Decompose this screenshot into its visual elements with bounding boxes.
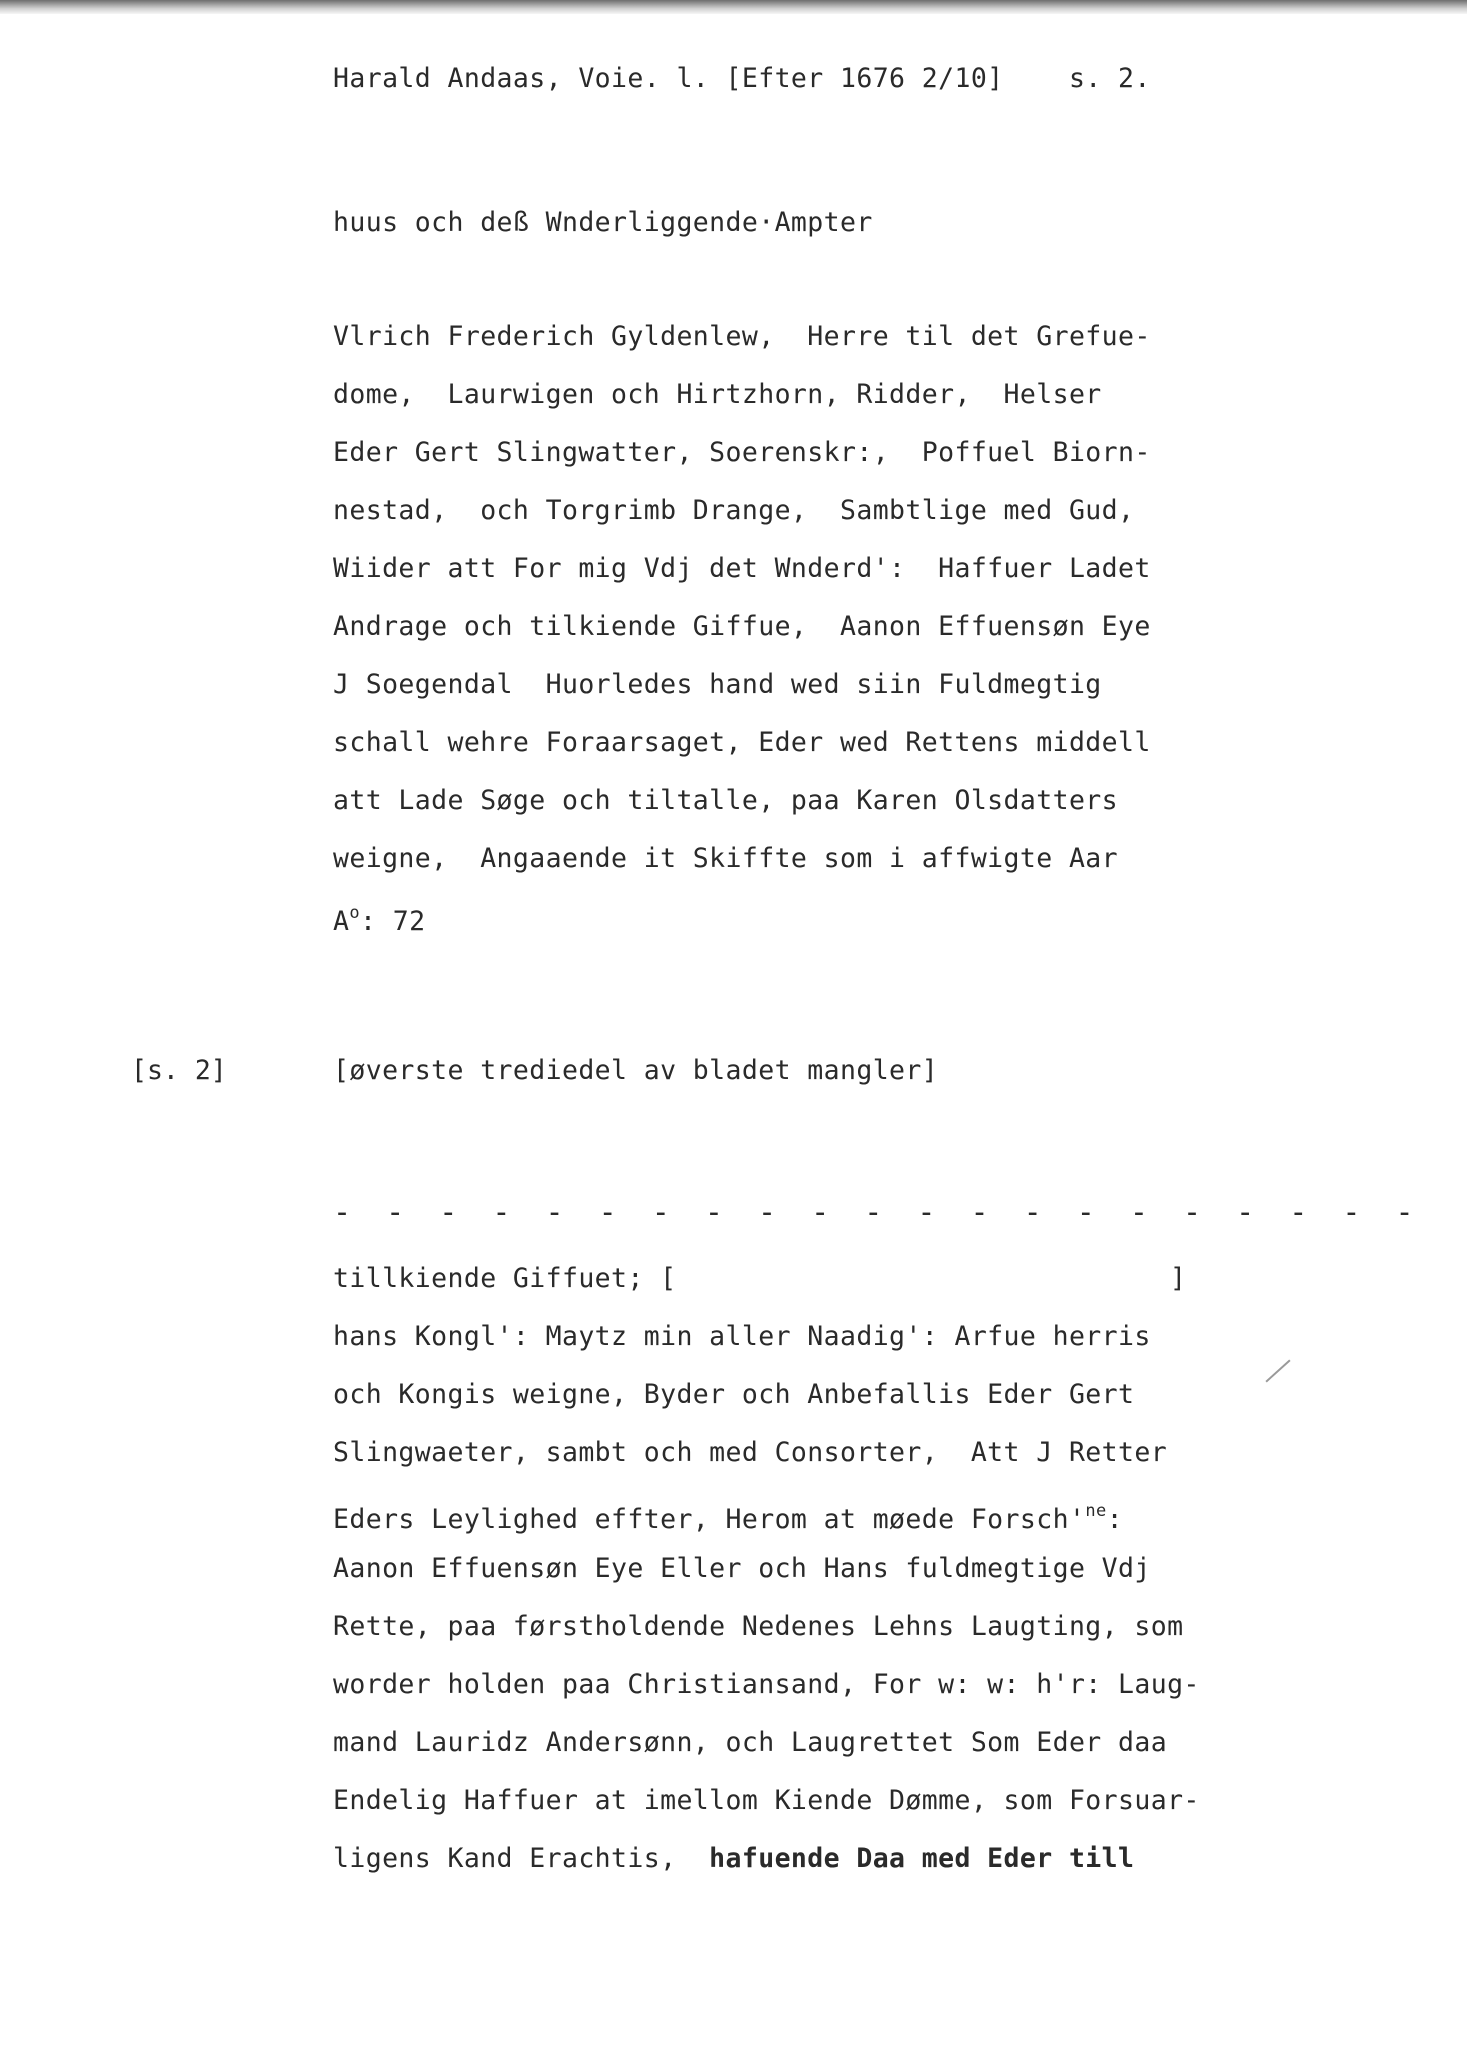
text-line: tillkiende Giffuet; [ [333, 1263, 677, 1294]
page-header: Harald Andaas, Voie. l. [Efter 1676 2/10] s. 2. [333, 63, 1151, 94]
text-line: Eder Gert Slingwatter, Soerenskr:, Poffuel Biorn- [333, 437, 1151, 468]
text-line: att Lade Søge och tiltalle, paa Karen Olsdatters [333, 785, 1119, 816]
forsch-suffix: : [1106, 1504, 1123, 1535]
anno-superscript: o [349, 903, 360, 923]
text-line: schall wehre Foraarsaget, Eder wed Rettens middell [333, 727, 1151, 758]
pen-mark [1265, 1360, 1290, 1383]
forsch-superscript: ne [1085, 1501, 1107, 1521]
dashed-divider: - - - - - - - - - - - - - - - - - - - - - [333, 1195, 1423, 1230]
forsch-line [333, 1494, 1123, 1537]
text-line: Aanon Effuensøn Eye Eller och Hans fuldmegtige Vdj [333, 1553, 1151, 1584]
text-line: worder holden paa Christiansand, For w: w: h'r: Laug- [333, 1669, 1200, 1700]
last-line-prefix: ligens Kand Erachtis, [333, 1843, 710, 1874]
forsch-prefix: Eders Leylighed effter, Herom at møede Forsch' [333, 1504, 1086, 1535]
text-line: J Soegendal Huorledes hand wed siin Fuldmegtig [333, 669, 1102, 700]
closing-bracket: ] [1170, 1263, 1186, 1294]
text-line: Andrage och tilkiende Giffue, Aanon Effuensøn Eye [333, 611, 1151, 642]
text-line: Wiider att For mig Vdj det Wnderd': Haffuer Ladet [333, 553, 1151, 584]
missing-portion-note: [øverste trediedel av bladet mangler] [333, 1055, 939, 1086]
text-line: mand Lauridz Andersønn, och Laugrettet Som Eder daa [333, 1727, 1168, 1758]
anno-prefix: A [333, 906, 350, 937]
last-line-bold: hafuende Daa med Eder till [709, 1843, 1135, 1874]
anno-suffix: : 72 [360, 906, 426, 937]
text-line: och Kongis weigne, Byder och Anbefallis Eder Gert [333, 1379, 1135, 1410]
text-line: nestad, och Torgrimb Drange, Sambtlige med Gud, [333, 495, 1135, 526]
text-line: Vlrich Frederich Gyldenlew, Herre til det Grefue- [333, 321, 1151, 352]
text-line: huus och deß Wnderliggende·Ampter [333, 207, 873, 238]
text-line: Slingwaeter, sambt och med Consorter, Att J Retter [333, 1437, 1168, 1468]
text-line: dome, Laurwigen och Hirtzhorn, Ridder, Helser [333, 379, 1102, 410]
last-line [333, 1842, 1134, 1876]
text-line: Rette, paa førstholdende Nedenes Lehns Laugting, som [333, 1611, 1184, 1642]
margin-page-note: [s. 2] [131, 1055, 227, 1086]
anno-line [333, 896, 425, 939]
text-line: hans Kongl': Maytz min aller Naadig': Arfue herris [333, 1321, 1151, 1352]
text-line: Endelig Haffuer at imellom Kiende Dømme, som Forsuar- [333, 1785, 1200, 1816]
text-line: weigne, Angaaende it Skiffte som i affwigte Aar [333, 843, 1119, 874]
